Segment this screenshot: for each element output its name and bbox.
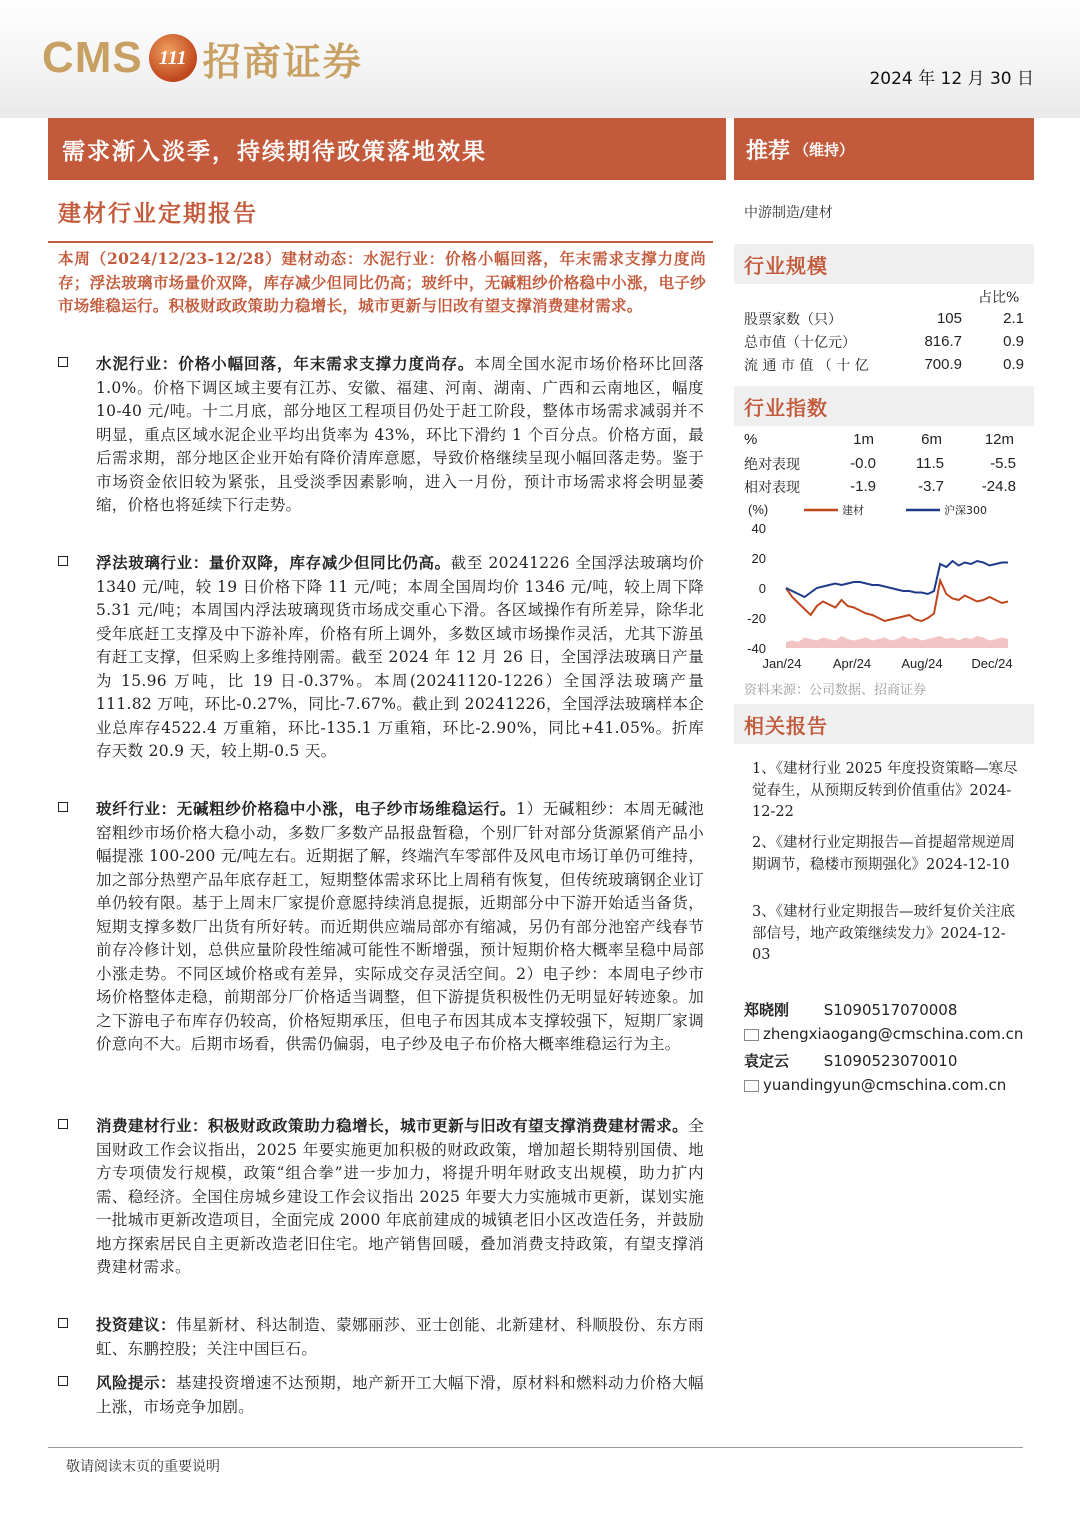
bullet-investment: [58, 1313, 704, 1361]
bullet-body: 截至 20241226 全国浮法玻璃均价 1340 元/吨，较 19 日价格下降 11 元/吨；本周全国周均价 1346 元/吨，较上周下降 5.31 元/吨；本周国内浮法玻璃现货市场成交重心下滑。各区域操作有所差异，除华北受年底赶工支撑及中下游补库，价格有所上调外，多数区域市场操作灵活，尤其下游虽有赶工支撑，但采购上多维持刚需。截至 2024 年 12 月 26 日，全国浮法玻璃日产量为 15.96 万吨，比 19 日-0.37%。本周(20241120-1226）全国浮法玻璃产量 111.82 万吨，环比-0.27%，同比-7.67%。截止到 20241226，全国浮法玻璃样本企业总库存4522.4 万重箱，环比-135.1 万重箱，环比-2.90%，同比+41.05%。折库存天数 20.9 天，较上期-0.5 天。: [96, 554, 704, 760]
index-row-label: 绝对表现: [744, 457, 800, 473]
scale-row-label: 流 通 市 值 （ 十 亿: [744, 358, 869, 374]
analyst-name: 郑晓刚: [744, 1001, 790, 1019]
y-tick-label: 40: [751, 521, 766, 536]
bullet-square-icon: [58, 802, 68, 812]
mail-icon: [744, 1029, 759, 1041]
x-tick-label: Dec/24: [971, 656, 1013, 671]
bullet-square-icon: [58, 1119, 68, 1129]
analyst-email[interactable]: yuandingyun@cmschina.com.cn: [763, 1076, 1007, 1094]
y-tick-label: 0: [758, 581, 766, 596]
analyst-1-email-row: [744, 1025, 1023, 1043]
scale-row-label: 总市值（十亿元）: [744, 335, 856, 351]
footer-divider: [48, 1447, 1023, 1448]
bullet-lead: 消费建材行业：积极财政政策助力稳增长，城市更新与旧改有望支撑消费建材需求。: [96, 1116, 689, 1135]
scale-heading: 行业规模: [734, 244, 1034, 284]
logo-badge-icon: 111: [149, 34, 197, 82]
x-tick-label: Aug/24: [901, 656, 943, 671]
analyst-2: [744, 1050, 957, 1071]
bullet-lead: 投资建议：: [96, 1315, 177, 1334]
related-heading: 相关报告: [734, 704, 1034, 744]
logo-latin: CMS: [42, 33, 143, 82]
report-title: 需求渐入淡季，持续期待政策落地效果: [48, 118, 726, 180]
index-header: 6m: [921, 431, 942, 448]
rating-bar: [734, 118, 1034, 180]
bullet-lead: 风险提示：: [96, 1373, 177, 1392]
index-value: -0.0: [850, 455, 876, 472]
scale-row-value: 700.9: [924, 356, 962, 373]
scale-col-header: 占比%: [978, 290, 1020, 306]
y-axis-label: (%): [748, 502, 769, 517]
report-subtitle: 建材行业定期报告: [58, 200, 258, 227]
mail-icon: [744, 1080, 759, 1092]
bullet-square-icon: [58, 1318, 68, 1328]
index-row-label: 相对表现: [744, 480, 800, 496]
analyst-name: 袁定云: [744, 1052, 790, 1070]
x-tick-label: Jan/24: [762, 656, 802, 671]
cms-logo: [42, 30, 363, 86]
index-chart: [738, 498, 1034, 676]
y-tick-label: -40: [747, 641, 766, 656]
scale-row-label: 股票家数（只）: [744, 312, 842, 328]
bullet-body: 本周全国水泥市场价格环比回落 1.0%。价格下调区域主要有江苏、安徽、福建、河南、湖南、广西和云南地区，幅度 10-40 元/吨。十二月底，部分地区工程项目仍处于赶工阶段，整体市场需求减弱并不明显，重点区域水泥企业平均出货率为 43%，环比下滑约 1 个百分点。价格方面，最后需求期，部分地区企业开始有降价清库意愿，导致价格继续呈现小幅回落走势。鉴于市场资金依旧较为紧张，且受淡季因素影响，进入一月份，预计市场需求将会明显萎缩，价格也将延续下行走势。: [96, 355, 705, 514]
excess-return-area: [786, 636, 1008, 648]
analyst-id: S1090517070008: [823, 1001, 958, 1019]
bullet-risk: [58, 1371, 704, 1419]
rating-label: 推荐: [746, 137, 791, 164]
bullet-lead: 浮法玻璃行业：量价双降，库存减少但同比仍高。: [96, 553, 451, 572]
index-heading: 行业指数: [734, 386, 1034, 426]
footer-note: 敬请阅读末页的重要说明: [66, 1459, 220, 1475]
bullet-body: 基建投资增速不达预期，地产新开工大幅下滑，原材料和燃料动力价格大幅上涨，市场竞争加剧。: [96, 1374, 704, 1416]
x-tick-label: Apr/24: [832, 656, 872, 671]
index-value: -1.9: [850, 478, 876, 495]
scale-row-pct: 2.1: [1003, 310, 1024, 327]
index-header: %: [744, 431, 758, 448]
sector-label: 中游制造/建材: [744, 205, 833, 221]
legend-label-jiancai: 建材: [842, 504, 864, 517]
bullet-lead: 水泥行业：价格小幅回落，年末需求支撑力度尚存。: [96, 354, 475, 373]
related-report-item[interactable]: 3、《建材行业定期报告—玻纤复价关注底部信号，地产政策继续发力》2024-12-03: [752, 904, 1015, 963]
logo-chinese: 招商证券: [202, 38, 363, 84]
related-report-item[interactable]: 1、《建材行业 2025 年度投资策略—寒尽觉春生，从预期反转到价值重估》2024-12-22: [752, 761, 1018, 820]
y-tick-label: -20: [747, 611, 766, 626]
bullet-fiberglass: [58, 797, 704, 1057]
chart-source: 资料来源：公司数据、招商证券: [744, 683, 927, 698]
index-value: -24.8: [981, 478, 1016, 495]
scale-row-value: 816.7: [924, 333, 962, 350]
bullet-body: 1）无碱粗纱：本周无碱池窑粗纱市场价格大稳小动，多数厂多数产品报盘暂稳，个别厂针对部分货源紧俏产品小幅提涨 100-200 元/吨左右。近期据了解，终端汽车零部件及风电市场订单仍可维持，加之部分热塑产品年底存赶工，短期整体需求环比上周稍有恢复，但传统玻璃钢企业订单仍较有限。基于上周末厂家提价意愿持续消息提振，近期部分中下游开始适当备货，短期支撑多数厂出货有所好转。而近期供应端局部亦有缩减，另仍有部分池窑产线春节前存冷修计划，总供应量阶段性缩减可能性不断增强，预计短期价格大概率呈稳中局部小涨走势。不同区域价格或有差异，实际成交存灵活空间。2）电子纱：本周电子纱市场价格整体走稳，前期部分厂价格适当调整，但下游提货积极性仍无明显好转迹象。加之下游电子布库存仍较高，价格短期承压，但电子布因其成本支撑较强下，短期厂家调价意向不大。后期市场看，供需仍偏弱，电子纱及电子布价格大概率维稳运行为主。: [96, 800, 704, 1053]
y-tick-label: 20: [751, 551, 766, 566]
scale-row-pct: 0.9: [1003, 333, 1024, 350]
bullet-glass: [58, 551, 704, 764]
index-header: 12m: [984, 431, 1014, 448]
analyst-1: [744, 999, 957, 1020]
bullet-consumer-materials: [58, 1114, 704, 1280]
index-value: -3.7: [918, 478, 944, 495]
analyst-id: S1090523070010: [823, 1052, 958, 1070]
index-value: 11.5: [915, 455, 944, 472]
related-report-item[interactable]: 2、《建材行业定期报告—首提超常规逆周期调节，稳楼市预期强化》2024-12-10: [752, 835, 1015, 873]
bullet-body: 伟星新材、科达制造、蒙娜丽莎、亚士创能、北新建材、科顺股份、东方雨虹、东鹏控股；关注中国巨石。: [96, 1316, 704, 1358]
bullet-square-icon: [58, 1376, 68, 1386]
scale-row-value: 105: [936, 310, 962, 327]
bullet-square-icon: [58, 556, 68, 566]
divider: [48, 241, 713, 243]
analyst-2-email-row: [744, 1076, 1006, 1094]
index-header: 1m: [853, 431, 874, 448]
bullet-lead: 玻纤行业：无碱粗纱价格稳中小涨，电子纱市场维稳运行。: [96, 799, 517, 818]
index-value: -5.5: [990, 455, 1016, 472]
report-date: 2024 年 12 月 30 日: [869, 69, 1034, 89]
legend-label-hs300: 沪深300: [944, 504, 987, 517]
rating-note: （维持）: [794, 140, 855, 159]
bullet-body: 全国财政工作会议指出，2025 年要实施更加积极的财政政策，增加超长期特别国债、地方专项债发行规模，政策“组合拳”进一步加力，将提升明年财政支出规模，助力扩内需、稳经济。全国住房城乡建设工作会议指出 2025 年要大力实施城市更新，谋划实施一批城市更新改造项目，全面完成 2000 年底前建成的城镇老旧小区改造任务，并鼓励地方探索居民自主更新改造老旧住宅。地产销售回暖，叠加消费支持政策，有望支撑消费建材需求。: [96, 1117, 704, 1276]
series-line-hs300: [786, 561, 1008, 597]
bullet-cement: [58, 352, 704, 518]
bullet-square-icon: [58, 357, 68, 367]
analyst-email[interactable]: zhengxiaogang@cmschina.com.cn: [763, 1025, 1024, 1043]
summary: 本周（2024/12/23-12/28）建材动态：水泥行业：价格小幅回落，年末需求支撑力度尚存；浮法玻璃市场量价双降，库存减少但同比仍高；玻纤中，无碱粗纱价格稳中小涨，电子纱市场维稳运行。积极财政政策助力稳增长，城市更新与旧改有望支撑消费建材需求。: [58, 249, 706, 315]
scale-row-pct: 0.9: [1003, 356, 1024, 373]
